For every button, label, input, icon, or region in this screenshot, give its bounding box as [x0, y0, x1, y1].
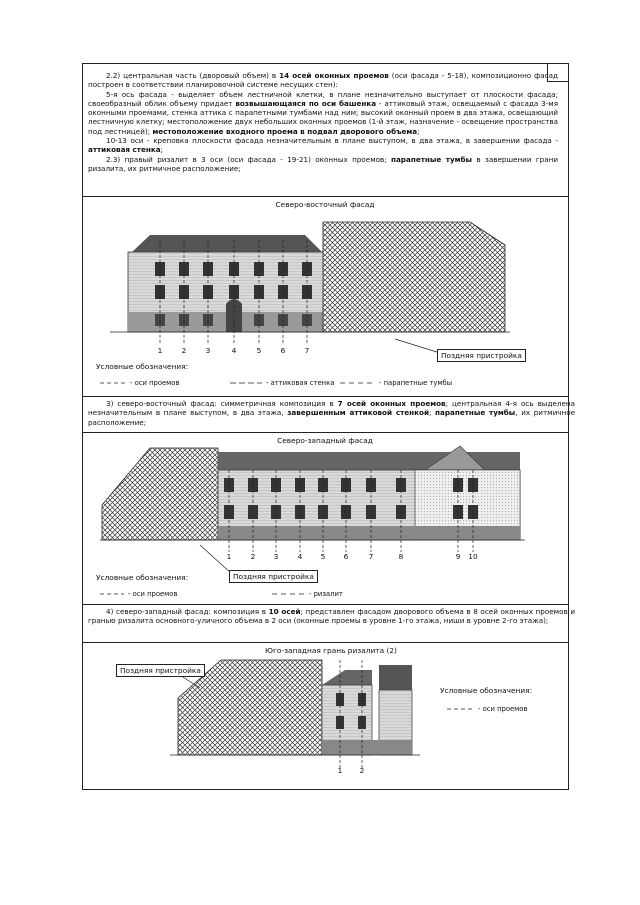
diagram1-title: Северо-восточный фасад [275, 200, 375, 209]
axis-number: 3 [205, 346, 211, 355]
diagram3-legend-title: Условные обозначения: [440, 686, 533, 695]
text-bold: парапетные тумбы [391, 154, 473, 164]
axis-number: 6 [343, 552, 349, 561]
text-run: 4) северо-западный фасад: композиция в [106, 607, 269, 616]
axis-number: 5 [320, 552, 326, 561]
legend-axes: - оси проемов [130, 379, 180, 387]
axis-number: 6 [280, 346, 286, 355]
diagram1-legend-title: Условные обозначения: [96, 362, 189, 371]
diagram1-callout: Поздняя пристройка [437, 349, 526, 362]
text-bold: парапетные тумбы [435, 408, 516, 418]
legend-parapet: - парапетные тумбы [379, 379, 453, 387]
text-run: (оси фасада - 5-18), композиционно фасад построен в соответствии планировочной системе несущих стен): [88, 71, 558, 90]
axis-number: 4 [297, 552, 303, 561]
text-run: 2.2) центральная часть (дворовый объем) в [106, 71, 280, 80]
text-run: ; центральная 4-я ось выделена незначительным в плане выступом, в два этажа, [88, 399, 575, 418]
text-run: , их ритмичное расположение; [88, 408, 576, 427]
diagram3-axis-1: 1 [337, 766, 343, 775]
axis-number: 2 [250, 552, 256, 561]
axis-number: 1 [226, 552, 232, 561]
window [358, 693, 366, 706]
diagram2-legend-title: Условные обозначения: [96, 573, 189, 582]
text-bold: аттиковая стенка [88, 145, 161, 155]
axis-number: 1 [157, 346, 163, 355]
text-run: 10-13 оси - креповка плоскости фасада незначительным в плане выступом, в два этажа, в завершении фасада - [106, 136, 558, 146]
text-run: в завершении грани ризалита, их ритмичное расположение; [88, 154, 558, 173]
text-bold: возвышающаяся по оси башенка [235, 98, 377, 108]
axis-number: 5 [256, 346, 262, 355]
axis-number: 7 [368, 552, 374, 561]
axis-number: 7 [304, 346, 310, 355]
text-bold: 7 осей оконных проемов [337, 399, 446, 408]
diagram2-title: Северо-западный фасад [277, 436, 373, 445]
text-run: ; представлен фасадом дворового объема в 8 осей оконных проемов и гранью ризалита основного-уличного объема в 2 оси (оконные проемы в уровне 1-го этажа, ниши в уровне 2-го этажа); [88, 607, 575, 626]
diagram3-title: Юго-западная грань ризалита (2) [265, 646, 397, 655]
diagram2-callout: Поздняя пристройка [229, 570, 318, 583]
axis-number: 10 [468, 552, 478, 561]
legend-axes: - оси проемов [478, 705, 528, 713]
text-run: - аттиковый этаж, освещаемый с фасада 3-мя оконными проемами, стенка аттика с парапетными тумбами над ним; высокий оконный проем в два этажа, освещающий лестничную клетку; местоположение двух небольших оконных проемов (1-й этаж, назначение - освещение пространства под лестницей); [88, 98, 559, 136]
legend-attic: - аттиковая стенка [266, 379, 335, 387]
text-run: 3) северо-восточный фасад: симметричная композиция в [106, 399, 338, 408]
diagram3-axis-2: 2 [359, 766, 365, 775]
diagram3-callout: Поздняя пристройка [116, 664, 205, 677]
text-bold: 14 осей оконных проемов [279, 71, 389, 80]
text-run: ; [160, 145, 163, 155]
axis-number: 9 [455, 552, 461, 561]
axis-number: 8 [398, 552, 404, 561]
axis-number: 2 [181, 346, 187, 355]
axis-number: 4 [231, 346, 237, 355]
text-run: 2.3) правый ризалит в 3 оси (оси фасада - 19-21) оконных проемов; [106, 154, 392, 164]
text-run: 5-я ось фасада - выделяет объем лестничной клетки, в плане незначительно выступает от плоскости фасада; своеобразный облик объему придает [88, 89, 558, 108]
text-bold: местоположение входного проема в подвал дворового объема [152, 126, 418, 136]
axis-number: 3 [273, 552, 279, 561]
legend-axes: - оси проемов [128, 590, 178, 598]
window [336, 693, 344, 706]
text-run: ; [417, 126, 420, 136]
text-bold: 10 осей [268, 607, 301, 616]
text-bold: завершенным аттиковой стенкой [287, 408, 429, 418]
text-run: ; [429, 408, 436, 418]
legend-risalit: - ризалит [309, 590, 343, 598]
